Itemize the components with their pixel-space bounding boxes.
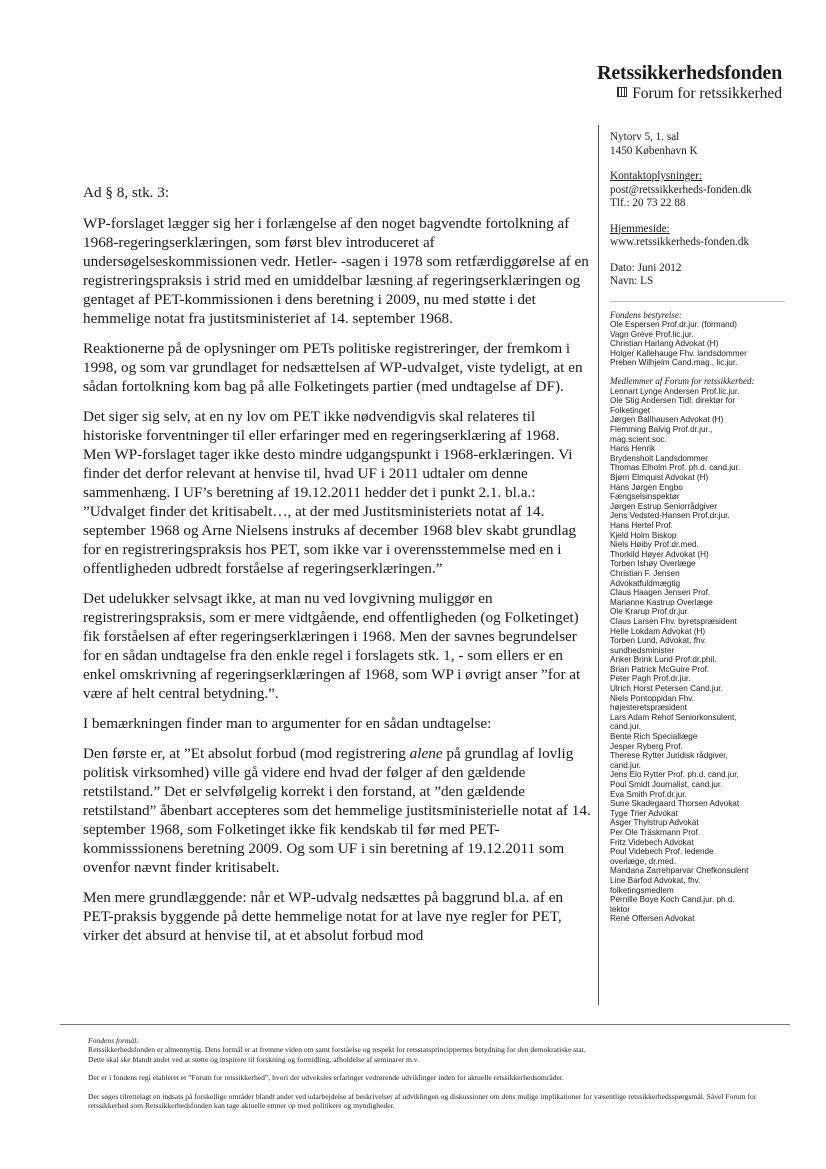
forum-member: Jørgen Estrup Seniorrådgiver	[610, 501, 717, 511]
forum-member: Bjørn Elmquist Advokat (H)	[610, 473, 709, 482]
footer-purpose	[88, 1045, 768, 1064]
forum-subtitle	[617, 85, 782, 103]
forum-member: Niels Pontoppidan Fhv.	[610, 693, 695, 703]
email-address[interactable]: post@retssikkerheds-fonden.dk	[610, 183, 752, 196]
forum-member: Thorkild Høyer Advokat (H)	[610, 549, 709, 559]
paragraph-4: Det udelukker selvsagt ikke, at man nu ved lovgivning muliggør en registreringspraksis, som er mere vidtgående, end offentligheden (og Folketinget) fik forståelsen af efter regeringserklæringen i 1968. Men der savnes begrundelser for en sådan undtagelse fra den enkle regel i forslagets stk. 1, - som ellers er en enkel omskrivning af regeringserklæringen af 1968, som WP i øvrigt anser ”for at være af helt central betydning.”.	[83, 590, 581, 702]
forum-member: Tyge Trier Advokat	[610, 808, 678, 818]
website-link[interactable]: www.retssikkerheds-fonden.dk	[610, 236, 750, 248]
letter-body	[83, 183, 591, 956]
paragraph-6-part-b: på grundlag af lovlig politisk virksomhed) ville gå videre end hvad der følger af den gældende retstilstand.” Det er selvfølgelig korrekt i den forstand, at ”den gældende retstilstand” åbenbart accepteres som det hemmelige justitsministerielle notat af 14. september 1968, som Folketinget ikke fik kendskab til før med PET-kommisssionens beretning 2009. Og som UF i sin beretning af 19.12.2011 som ovenfor nævnt finder kritisabelt.	[83, 745, 591, 876]
footer-caption: Fondens formål:	[88, 1036, 139, 1045]
address-line-2: 1450 København K	[610, 144, 698, 157]
footer-effort: Der søges tilrettelagt en indsats på forskellige områder blandt andet ved udarbejdelse af beskrivelser af udviklingen og diskussioner om dens mulige implikationer for væsentlige retssikkerhedsspørgsmål. Såvel Forum for retssikkerhed som Retssikkerhedsfonden kan tage aktuelle emner op med politikere og myndigheder.	[88, 1091, 757, 1111]
forum-member: Claus Haagen Jensen Prof.	[610, 588, 711, 598]
forum-member: Torben Ishøy Overlæge	[610, 559, 696, 569]
forum-member: Line Barfod Advokat, fhv.	[610, 875, 701, 885]
forum-member: cand.jur.	[610, 760, 641, 770]
forum-member: Kjeld Holm Biskop	[610, 530, 677, 540]
footer-divider	[60, 1024, 790, 1025]
forum-member: folketingsmedlem	[610, 885, 674, 895]
forum-member: Hans Hertel Prof.	[610, 520, 673, 530]
forum-member: Fængselsinspektør	[610, 492, 680, 502]
forum-member: Per Ole Träskmann Prof.	[610, 827, 701, 837]
members-list	[610, 377, 795, 924]
forum-member: Jens Vedsted-Hansen Prof.dr.jur.	[610, 511, 730, 521]
forum-member: Fritz Videbech Advokat	[610, 837, 694, 847]
name-field: Navn: LS	[610, 275, 654, 287]
forum-member: Ole Krarup Prof.dr.jur.	[610, 607, 690, 617]
column-divider	[598, 125, 599, 1005]
forum-member: Eva Smith Prof.dr.jur.	[610, 789, 687, 799]
board-member: Vagn Greve Prof.lic.jur.	[610, 329, 694, 339]
sidebar	[610, 131, 795, 924]
forum-member: cand.jur.	[610, 722, 641, 732]
footer	[88, 1036, 768, 1119]
board-member: Holger Kallehauge Fhv. landsdommer	[610, 348, 747, 358]
forum-member: Jens Elo Rytter Prof. ph.d. cand.jur.	[610, 770, 739, 780]
sidebar-divider	[610, 301, 785, 302]
forum-member: Poul Videbech Prof. ledende	[610, 847, 714, 857]
phone-number: Tlf.: 20 73 22 88	[610, 197, 686, 209]
forum-member: Jørgen Ballhausen Advokat (H)	[610, 415, 724, 425]
forum-member: Advokatfuldmægtig	[610, 578, 681, 588]
forum-member: Therese Rytter Juridisk rådgiver,	[610, 751, 728, 761]
forum-member: lektor	[610, 904, 631, 914]
forum-member: Torben Lund, Advokat, fhv.	[610, 636, 707, 646]
forum-member: Pernille Boye Koch Cand.jur. ph.d.	[610, 895, 735, 905]
forum-member: sundhedsminister	[610, 645, 675, 655]
forum-member: Flemming Balvig Prof.dr.jur.,	[610, 425, 713, 435]
forum-subtitle-text: Forum for retssikkerhed	[632, 85, 782, 102]
forum-member: Bente Rich Speciallæge	[610, 732, 698, 742]
forum-member: Brian Patrick McGuire Prof.	[610, 664, 710, 674]
forum-member: Hans Henrik	[610, 444, 656, 454]
paragraph-3: Det siger sig selv, at en ny lov om PET ikke nødvendigvis skal relateres til historiske forventninger til eller erfaringer med en regeringserklæring af 1968. Men WP-forslaget tager ikke desto mindre udgangspunkt i 1968-erklæringen. Vi finder det derfor relevant at henvise til, hvad UF i 2011 udtaler om denne sammenhæng. I UF’s beretning af 19.12.2011 hedder det i punkt 2.1. bl.a.: ”Udvalget finder det kritisabelt…, at der med Justitsministeriets notat af 14. september 1968 og Arne Nielsens instruks af december 1968 blev skabt grundlag for en registreringspraksis hos PET, som ikke var i overensstemmelse med en i offentligheden udbredt forståelse af regeringserklæringen.”	[83, 408, 577, 577]
forum-member: Claus Larsen Fhv. byretspræsident	[610, 616, 737, 626]
paragraph-6	[83, 744, 591, 877]
forum-member: Lars Adam Rehof Seniorkonsulent,	[610, 712, 737, 722]
board-member: Christian Harlang Advokat (H)	[610, 339, 719, 349]
forum-member: Jesper Ryberg Prof.	[610, 741, 683, 751]
forum-member: Sune Skadegaard Thorsen Advokat	[610, 799, 740, 809]
forum-member: Niels Høiby Prof.dr.med.	[610, 540, 699, 550]
paragraph-7: Men mere grundlæggende: når et WP-udvalg nedsættes på baggrund bl.a. af en PET-praksis byggende på dette hemmelige notat for at lave nye regler for PET, virker det absurd at henvise til, at et absolut forbud mod	[83, 889, 564, 944]
forum-member: Brydensholt Landsdommer	[610, 453, 708, 463]
board-list	[610, 311, 795, 369]
address-line-1: Nytorv 5, 1. sal	[610, 131, 680, 143]
forum-member: Hans Jørgen Engbo	[610, 482, 683, 492]
members-container	[610, 387, 795, 924]
forum-member: Helle Lokdam Advokat (H)	[610, 626, 706, 636]
forum-member: Lennart Lynge Andersen Prof.lic.jur.	[610, 386, 740, 396]
paragraph-1: WP-forslaget lægger sig her i forlængelse af den noget bagvendte fortolkning af 1968-regeringserklæringen, som først blev introduceret af undersøgelseskommissionen vedr. Hetler- -sagen i 1978 som retfærdiggørelse af en registreringspraksis i strid med en umiddelbar læsning af regeringserklæringen og gentaget af PET-kommissionen i dens beretning i 2009, nu med støtte i det hemmelige notat fra justitsministeriet af 14. september 1968.	[83, 215, 589, 327]
paragraph-5: I bemærkningen finder man to argumenter for en sådan undtagelse:	[83, 715, 492, 732]
paragraph-6-emphasis: alene	[409, 745, 443, 762]
members-caption: Medlemmer af Forum for retssikkerhed:	[610, 377, 755, 387]
paragraph-2: Reaktionerne på de oplysninger om PETs politiske registreringer, der fremkom i 1998, og som var grundlaget for nedsættelsen af WP-udvalget, viste tydeligt, at en sådan fortolkning kom bag på alle Folketingets partier (med undtagelse af DF).	[83, 340, 583, 395]
footer-purpose-line-2: Dette skal ske blandt andet ved at støtte og inspirere til forskning og formidling, afholdelse af seminarer m.v.	[88, 1054, 420, 1064]
footer-forum: Der er i fondens regi etableret et ”Forum for retssikkerhed”, hvori der udveksles erfaringer vedrørende udviklinger inden for aktuelle retssikkerhedsområder.	[88, 1073, 564, 1083]
board-member: Ole Espersen Prof.dr.jur. (formand)	[610, 320, 737, 330]
forum-member: Poul Smidt Journalist, cand.jur.	[610, 780, 723, 789]
board-member: Preben Wilhjelm Cand.mag., lic.jur.	[610, 358, 738, 368]
footer-purpose-line-1: Retssikkerhedsfonden er almennyttig. Dens formål er at fremme viden om samt forståelse og respekt for retsstatsprincippernes betydning for den demokratiske stat.	[88, 1045, 586, 1055]
forum-member: højesteretspræsident	[610, 703, 687, 713]
forum-member: Mandana Zarrehparvar Chefkonsulent	[610, 866, 749, 876]
forum-member: Marianne Kastrup Overlæge	[610, 597, 713, 607]
forum-member: Christian F. Jensen	[610, 568, 680, 578]
meta-block	[610, 262, 795, 289]
website-label: Hjemmeside:	[610, 222, 670, 235]
org-name: Retssikkerhedsfonden	[597, 62, 782, 84]
section-heading: Ad § 8, stk. 3:	[83, 184, 170, 201]
date-field: Dato: Juni 2012	[610, 261, 682, 274]
website-block	[610, 223, 795, 250]
forum-member: mag.scient.soc.	[610, 434, 667, 444]
paragraph-6-part-a: Den første er, at ”Et absolut forbud (mod registrering	[83, 745, 410, 762]
forum-member: Peter Pagh Prof.dr.jur.	[610, 674, 691, 684]
forum-member: Asger Thylstrup Advokat	[610, 818, 699, 828]
contact-label: Kontaktoplysninger:	[610, 170, 702, 182]
address-block	[610, 131, 795, 158]
contact-block	[610, 170, 795, 211]
forum-member: Anker Brink Lund Prof.dr.phil.	[610, 655, 717, 665]
forum-member: Thomas Elholm Prof. ph.d. cand.jur.	[610, 463, 741, 473]
forum-member: René Offersen Advokat	[610, 914, 695, 924]
forum-member: Folketinget	[610, 405, 651, 415]
square-bullet-icon	[617, 87, 627, 97]
forum-member: overlæge, dr.med.	[610, 856, 676, 866]
board-caption: Fondens bestyrelse:	[610, 310, 682, 320]
forum-member: Ole Stig Andersen Tidl. direktør for	[610, 396, 736, 406]
forum-member: Ulrich Horst Petersen Cand.jur.	[610, 684, 723, 694]
